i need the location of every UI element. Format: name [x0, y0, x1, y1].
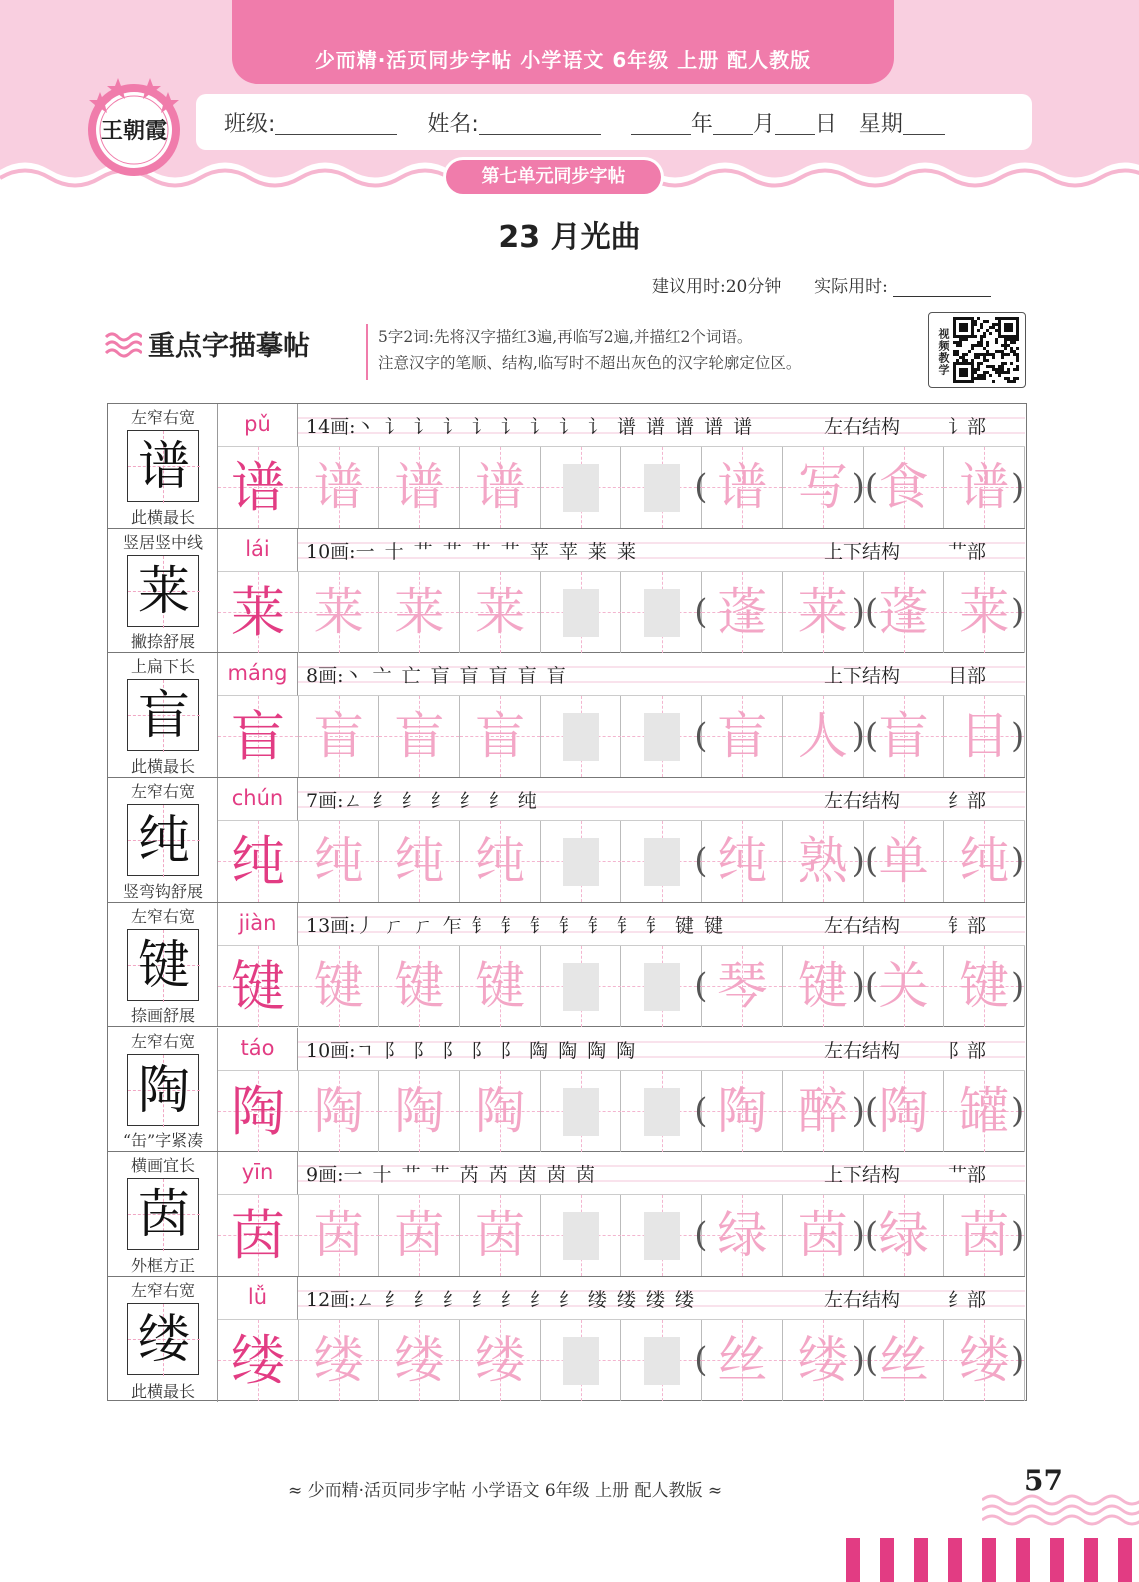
trace-char: 茵	[313, 1206, 364, 1265]
trace-char: 缕	[394, 1330, 445, 1389]
writing-row	[218, 572, 1025, 653]
model-char-box	[127, 804, 199, 876]
trace-box[interactable]	[299, 447, 380, 528]
word-trace-box[interactable]	[702, 696, 783, 777]
trace-box[interactable]	[379, 946, 460, 1027]
demo-char: 键	[231, 954, 285, 1018]
paren-pair: )(	[851, 841, 879, 882]
tip-bottom: 此横最长	[130, 757, 195, 777]
trace-box[interactable]	[460, 1195, 541, 1276]
char-row	[108, 653, 1025, 778]
open-paren: (	[694, 965, 708, 1006]
word-char: 盲	[717, 707, 768, 766]
open-paren: (	[694, 1215, 708, 1256]
char-row	[108, 1152, 1025, 1277]
trace-char: 键	[394, 956, 445, 1015]
word-char: 谱	[717, 458, 768, 516]
trace-box[interactable]	[379, 1320, 460, 1401]
trace-char: 莱	[475, 582, 526, 641]
model-cell	[108, 1028, 218, 1152]
radical: 纟部	[948, 1288, 987, 1311]
word-trace-box[interactable]	[702, 572, 783, 653]
radical: 讠部	[948, 416, 987, 438]
writing-row	[218, 696, 1025, 777]
char-row	[108, 1028, 1025, 1153]
word-char: 丝	[717, 1330, 768, 1389]
word-char: 键	[959, 956, 1010, 1015]
trace-char: 键	[313, 956, 364, 1015]
month-label: 月	[752, 111, 775, 137]
time-row	[652, 272, 991, 297]
word-char: 人	[797, 707, 848, 766]
trace-box[interactable]	[460, 696, 541, 777]
trace-box[interactable]	[299, 1195, 380, 1276]
section-divider	[366, 324, 368, 380]
stroke-sequence: ㄱ 阝 阝 阝 阝 阝 陶 陶 陶 陶	[355, 1039, 638, 1062]
trace-box[interactable]	[299, 946, 380, 1027]
word-char: 琴	[717, 956, 768, 1015]
model-char: 陶	[137, 1060, 190, 1121]
stroke-sequence: 丶 亠 亡 盲 盲 盲 盲 盲	[343, 665, 568, 688]
close-paren: )	[1011, 716, 1025, 757]
demo-char: 纯	[231, 830, 285, 894]
copy-box[interactable]	[541, 1071, 622, 1152]
stroke-sequence: 一 十 艹 艹 艹 艹 苹 苹 莱 莱	[355, 540, 638, 563]
year-label: 年	[690, 111, 713, 137]
tip-bottom: “缶”字紧凑	[122, 1131, 204, 1151]
word-char: 目	[959, 707, 1010, 766]
char-row	[108, 903, 1025, 1028]
demo-char: 谱	[231, 456, 285, 519]
series-title: 少而精·活页同步字帖 小学语文 6年级 上册 配人教版	[314, 48, 812, 72]
stroke-sequence: 丶 讠 讠 讠 讠 讠 讠 讠 讠 谱 谱 谱 谱 谱	[355, 416, 755, 438]
actual-time-input-line[interactable]	[893, 279, 991, 297]
unit-badge: 第七单元同步字帖	[446, 160, 661, 194]
model-cell	[108, 1152, 218, 1276]
word-char: 莱	[959, 582, 1010, 641]
demo-char: 莱	[231, 580, 285, 644]
word-char: 关	[878, 956, 929, 1015]
demo-box[interactable]	[218, 447, 299, 528]
open-paren: (	[694, 467, 708, 507]
trace-char: 谱	[313, 458, 364, 516]
model-char: 缕	[137, 1309, 190, 1370]
video-qr[interactable]	[928, 312, 1026, 388]
word-char: 熟	[797, 832, 848, 891]
model-char-box	[127, 1054, 199, 1126]
stroke-info	[298, 903, 1025, 946]
trace-box[interactable]	[379, 447, 460, 528]
trace-char: 茵	[475, 1206, 526, 1265]
stroke-count: 9画:	[306, 1164, 344, 1187]
trace-char: 纯	[313, 832, 364, 891]
trace-char: 陶	[313, 1081, 364, 1140]
structure: 上下结构	[824, 665, 901, 688]
copy-box[interactable]	[541, 572, 622, 653]
stroke-count: 12画:	[306, 1288, 356, 1311]
footer-stripes	[846, 1530, 1139, 1582]
writing-row	[218, 821, 1025, 902]
copy-box[interactable]	[622, 821, 703, 902]
trace-box[interactable]	[299, 1320, 380, 1401]
copy-box[interactable]	[622, 1195, 703, 1276]
trace-box[interactable]	[299, 696, 380, 777]
writing-row	[218, 447, 1025, 528]
open-paren: (	[694, 591, 708, 632]
model-char: 茵	[137, 1185, 190, 1246]
word-char: 写	[797, 458, 848, 516]
qr-label: 视频教学	[937, 328, 950, 376]
stroke-count: 7画:	[306, 790, 344, 813]
demo-box[interactable]	[218, 1071, 299, 1152]
word-char: 绿	[717, 1206, 768, 1265]
demo-box[interactable]	[218, 1320, 299, 1401]
tip-bottom: 撇捺舒展	[130, 632, 195, 652]
paren-pair: )(	[851, 467, 879, 507]
tip-bottom: 此横最长	[130, 507, 195, 527]
word-char: 罐	[959, 1081, 1010, 1140]
radical: 纟部	[948, 790, 987, 813]
tip-bottom: 外框方正	[130, 1255, 195, 1275]
trace-box[interactable]	[299, 1071, 380, 1152]
structure: 左右结构	[824, 416, 901, 438]
word-char: 茵	[797, 1206, 848, 1265]
char-row	[108, 529, 1025, 654]
model-cell	[108, 653, 218, 777]
demo-box[interactable]	[218, 572, 299, 653]
model-char: 纯	[137, 811, 190, 872]
logo-badge	[78, 70, 190, 182]
stroke-info	[298, 778, 1025, 821]
stroke-count: 10画:	[306, 1039, 356, 1062]
writing-row	[218, 1195, 1025, 1276]
open-paren: (	[694, 716, 708, 757]
radical: 钅部	[948, 914, 987, 937]
structure: 上下结构	[824, 1164, 901, 1187]
trace-box[interactable]	[299, 572, 380, 653]
trace-char: 谱	[394, 458, 445, 516]
day-input-line[interactable]	[775, 109, 815, 135]
footer-text	[288, 1476, 722, 1501]
copy-box[interactable]	[622, 946, 703, 1027]
model-cell	[108, 529, 218, 653]
model-char-box	[127, 679, 199, 751]
stroke-info	[298, 1028, 1025, 1071]
paren-pair: )(	[851, 1215, 879, 1256]
tip-top: 左窄右宽	[130, 1280, 195, 1300]
trace-char: 缕	[475, 1330, 526, 1389]
trace-char: 莱	[313, 582, 364, 641]
word-char: 单	[878, 832, 929, 891]
word-char: 丝	[878, 1330, 929, 1389]
suggested-time: 建议用时:20分钟	[652, 277, 782, 297]
model-char-box	[127, 1303, 199, 1375]
footer-wave-right-icon: ≈	[707, 1481, 723, 1501]
trace-char: 茵	[394, 1206, 445, 1265]
word-trace-box[interactable]	[702, 1071, 783, 1152]
trace-box[interactable]	[299, 821, 380, 902]
trace-box[interactable]	[460, 572, 541, 653]
copy-box[interactable]	[622, 696, 703, 777]
stroke-sequence: ㄥ 纟 纟 纟 纟 纟 纯	[343, 790, 539, 813]
demo-box[interactable]	[218, 1195, 299, 1276]
close-paren: )	[1011, 467, 1025, 507]
copy-box[interactable]	[622, 1071, 703, 1152]
model-cell	[108, 903, 218, 1027]
trace-char: 盲	[394, 707, 445, 766]
pinyin: pǔ	[218, 404, 298, 447]
radical: 艹部	[948, 1164, 987, 1187]
close-paren: )	[1011, 965, 1025, 1006]
footer-series: 少而精·活页同步字帖 小学语文 6年级 上册 配人教版	[307, 1481, 703, 1501]
name-label: 姓名:	[427, 111, 479, 137]
page-number: 57	[1024, 1464, 1063, 1497]
actual-time-label: 实际用时:	[814, 277, 888, 297]
radical: 阝部	[948, 1039, 987, 1062]
structure: 上下结构	[824, 540, 901, 563]
word-char: 蓬	[717, 582, 768, 641]
copy-box[interactable]	[541, 1320, 622, 1401]
stroke-info	[298, 1277, 1025, 1320]
stroke-info	[298, 404, 1025, 447]
pinyin: chún	[218, 778, 298, 821]
trace-box[interactable]	[379, 696, 460, 777]
close-paren: )	[1011, 1339, 1025, 1380]
model-char-box	[127, 430, 199, 502]
open-paren: (	[694, 1339, 708, 1380]
close-paren: )	[1011, 591, 1025, 632]
practice-grid	[107, 403, 1027, 1401]
trace-box[interactable]	[379, 1195, 460, 1276]
trace-char: 键	[475, 956, 526, 1015]
trace-box[interactable]	[379, 821, 460, 902]
demo-box[interactable]	[218, 946, 299, 1027]
tip-top: 左窄右宽	[130, 408, 195, 427]
word-char: 茵	[959, 1206, 1010, 1265]
trace-char: 陶	[475, 1081, 526, 1140]
tip-top: 左窄右宽	[130, 906, 195, 926]
pinyin: jiàn	[218, 903, 298, 946]
word-char: 莱	[797, 582, 848, 641]
pinyin: lǚ	[218, 1277, 298, 1320]
lesson-title: 23 月光曲	[498, 220, 641, 255]
stroke-sequence: 丿 ㄏ ㄏ 乍 钅 钅 钅 钅 钅 钅 钅 键 键	[355, 914, 726, 937]
trace-box[interactable]	[460, 821, 541, 902]
class-label: 班级:	[224, 111, 276, 137]
trace-box[interactable]	[460, 447, 541, 528]
trace-char: 盲	[313, 707, 364, 766]
close-paren: )	[1011, 1215, 1025, 1256]
trace-char: 谱	[475, 458, 526, 516]
char-row	[108, 404, 1025, 529]
tip-top: 上扁下长	[130, 657, 195, 677]
trace-box[interactable]	[460, 946, 541, 1027]
trace-char: 盲	[475, 707, 526, 766]
copy-box[interactable]	[622, 1320, 703, 1401]
word-char: 纯	[959, 832, 1010, 891]
model-char: 谱	[137, 437, 190, 497]
copy-box[interactable]	[622, 572, 703, 653]
day-label: 日	[814, 111, 837, 137]
word-char: 食	[878, 458, 929, 516]
trace-box[interactable]	[460, 1071, 541, 1152]
copy-box[interactable]	[541, 1195, 622, 1276]
copy-box[interactable]	[541, 946, 622, 1027]
model-cell	[108, 1277, 218, 1402]
pinyin: táo	[218, 1028, 298, 1071]
week-label: 星期	[858, 111, 903, 137]
model-char-box	[127, 929, 199, 1001]
section-heading	[104, 324, 310, 363]
paren-pair: )(	[851, 591, 879, 632]
word-char: 谱	[959, 458, 1010, 516]
copy-box[interactable]	[541, 821, 622, 902]
word-char: 纯	[717, 832, 768, 891]
tip-top: 横画宜长	[130, 1156, 195, 1176]
trace-box[interactable]	[379, 572, 460, 653]
paren-pair: )(	[851, 1090, 879, 1131]
stroke-count: 8画:	[306, 665, 344, 688]
word-char: 绿	[878, 1206, 929, 1265]
demo-char: 陶	[231, 1079, 285, 1143]
section-title: 重点字描摹帖	[148, 331, 310, 362]
paren-pair: )(	[851, 965, 879, 1006]
model-cell	[108, 404, 218, 528]
demo-box[interactable]	[218, 821, 299, 902]
stroke-count: 14画:	[306, 416, 356, 438]
footer-wave-left-icon: ≈	[288, 1481, 308, 1501]
tip-bottom: 竖弯钩舒展	[122, 881, 203, 901]
instruction-line-2: 注意汉字的笔顺、结构,临写时不超出灰色的汉字轮廓定位区。	[378, 354, 802, 372]
open-paren: (	[694, 1090, 708, 1131]
model-cell	[108, 778, 218, 902]
stroke-info	[298, 1152, 1025, 1195]
trace-char: 莱	[394, 582, 445, 641]
model-char: 莱	[137, 561, 190, 622]
word-char: 键	[797, 956, 848, 1015]
word-char: 盲	[878, 707, 929, 766]
trace-box[interactable]	[460, 1320, 541, 1401]
copy-box[interactable]	[541, 447, 622, 528]
word-char: 陶	[878, 1081, 929, 1140]
stroke-info	[298, 653, 1025, 696]
open-paren: (	[694, 841, 708, 882]
trace-char: 陶	[394, 1081, 445, 1140]
trace-char: 缕	[313, 1330, 364, 1389]
paren-pair: )(	[851, 1339, 879, 1380]
paren-pair: )(	[851, 716, 879, 757]
stroke-count: 13画:	[306, 914, 356, 937]
demo-char: 盲	[231, 705, 285, 769]
qr-code-icon[interactable]	[953, 317, 1019, 383]
year-input-line[interactable]	[631, 109, 691, 135]
stroke-info	[298, 529, 1025, 572]
word-char: 陶	[717, 1081, 768, 1140]
trace-char: 纯	[394, 832, 445, 891]
demo-box[interactable]	[218, 696, 299, 777]
tip-top: 左窄右宽	[130, 1031, 195, 1051]
structure: 左右结构	[824, 1039, 901, 1062]
tip-top: 竖居竖中线	[122, 532, 203, 552]
word-trace-box[interactable]	[702, 1320, 783, 1401]
word-trace-box[interactable]	[702, 946, 783, 1027]
word-char: 醉	[797, 1081, 848, 1140]
char-row	[108, 1277, 1025, 1402]
instructions	[378, 324, 801, 376]
close-paren: )	[1011, 1090, 1025, 1131]
structure: 左右结构	[824, 914, 901, 937]
word-trace-box[interactable]	[702, 1195, 783, 1276]
demo-char: 茵	[231, 1204, 285, 1268]
logo-text: 王朝霞	[100, 118, 168, 144]
month-input-line[interactable]	[713, 109, 753, 135]
word-trace-box[interactable]	[702, 447, 783, 528]
model-char-box	[127, 555, 199, 627]
wave-icon	[104, 329, 142, 359]
word-trace-box[interactable]	[702, 821, 783, 902]
model-char: 盲	[137, 686, 190, 747]
footer-wave	[982, 1488, 1139, 1528]
model-char-box	[127, 1178, 199, 1250]
trace-box[interactable]	[379, 1071, 460, 1152]
class-input-line[interactable]	[275, 109, 397, 135]
writing-row	[218, 946, 1025, 1027]
char-row	[108, 778, 1025, 903]
pinyin: yīn	[218, 1152, 298, 1195]
radical: 艹部	[948, 540, 987, 563]
trace-char: 纯	[475, 832, 526, 891]
tip-bottom: 捺画舒展	[130, 1006, 195, 1026]
close-paren: )	[1011, 841, 1025, 882]
stroke-count: 10画:	[306, 540, 356, 563]
pinyin: máng	[218, 653, 298, 696]
structure: 左右结构	[824, 1288, 901, 1311]
stroke-sequence: ㄥ 纟 纟 纟 纟 纟 纟 纟 缕 缕 缕 缕	[355, 1288, 697, 1311]
instruction-line-1: 5字2词:先将汉字描红3遍,再临写2遍,并描红2个词语。	[378, 328, 753, 346]
name-input-line[interactable]	[479, 109, 601, 135]
word-char: 缕	[797, 1330, 848, 1389]
student-info-box	[196, 94, 1032, 150]
stroke-sequence: 一 十 艹 艹 芮 芮 茵 茵 茵	[343, 1164, 597, 1187]
writing-row	[218, 1320, 1025, 1401]
word-char: 缕	[959, 1330, 1010, 1389]
tip-bottom: 此横最长	[130, 1381, 195, 1401]
writing-row	[218, 1071, 1025, 1152]
week-input-line[interactable]	[903, 109, 945, 135]
demo-char: 缕	[231, 1328, 285, 1392]
copy-box[interactable]	[622, 447, 703, 528]
tip-top: 左窄右宽	[130, 782, 195, 802]
pinyin: lái	[218, 529, 298, 572]
copy-box[interactable]	[541, 696, 622, 777]
radical: 目部	[948, 665, 987, 688]
model-char: 键	[137, 935, 190, 996]
word-char: 蓬	[878, 582, 929, 641]
structure: 左右结构	[824, 790, 901, 813]
